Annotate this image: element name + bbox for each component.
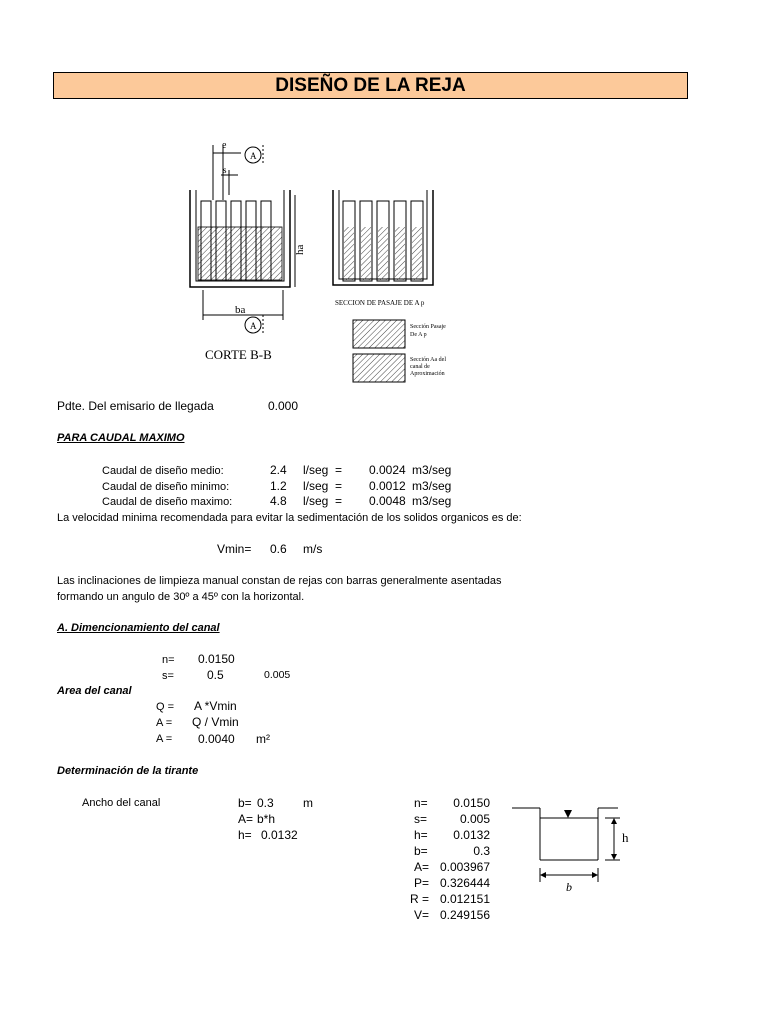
caudal-maximo-heading: PARA CAUDAL MAXIMO (57, 432, 185, 444)
result-label: R = (410, 892, 430, 906)
result-label: b= (414, 844, 428, 858)
n-label: n= (162, 654, 175, 666)
a1-label: A = (156, 717, 173, 729)
svg-text:ba: ba (235, 304, 246, 316)
q-expr: A *Vmin (194, 699, 237, 713)
q-label: Q = (156, 701, 175, 713)
svg-text:Aproximación: Aproximación (410, 371, 445, 377)
result-value: 0.003967 (439, 860, 490, 874)
caudal-label: Caudal de diseño medio: (102, 465, 224, 477)
svg-text:Sección Aa del: Sección Aa del (410, 357, 446, 363)
caudal-unit: l/seg (303, 494, 329, 508)
ancho-label: Ancho del canal (82, 797, 161, 809)
tirante-heading: Determinación de la tirante (57, 765, 199, 777)
h-label: h= (238, 828, 252, 842)
svg-text:A: A (250, 151, 257, 161)
svg-text:canal de: canal de (410, 364, 430, 370)
inclinaciones-line2: formando un angulo de 30º a 45º con la horizontal. (57, 591, 305, 603)
channel-right (333, 190, 446, 382)
result-label: V= (414, 908, 430, 922)
svg-text:e: e (222, 140, 227, 151)
svg-text:b: b (566, 880, 572, 894)
s-label: s= (162, 670, 174, 682)
caudal-value: 2.4 (270, 463, 287, 477)
n-value: 0.0150 (198, 652, 235, 666)
result-value: 0.249156 (439, 908, 490, 922)
dimensionamiento-heading: A. Dimencionamiento del canal (57, 622, 220, 634)
abh-expr: b*h (257, 812, 276, 826)
svg-text:A: A (250, 321, 257, 331)
b-unit: m (303, 796, 313, 810)
result-value: 0.0132 (453, 828, 490, 842)
caudal-value2: 0.0048 (369, 494, 406, 508)
caudal-unit: l/seg (303, 479, 329, 493)
svg-text:ha: ha (294, 244, 306, 255)
caudal-unit2: m3/seg (412, 494, 452, 508)
velocidad-note: La velocidad minima recomendada para evitar la sedimentación de los solidos organicos es de: (57, 512, 522, 524)
grate-diagram (163, 135, 463, 385)
pendiente-label: Pdte. Del emisario de llegada (57, 399, 214, 413)
area-heading: Area del canal (57, 685, 132, 697)
b-value: 0.3 (257, 796, 274, 810)
channel-left (190, 140, 306, 362)
abh-label: A= (238, 812, 254, 826)
s-value: 0.5 (207, 668, 224, 682)
svg-text:SECCION DE PASAJE DE A p: SECCION DE PASAJE DE A p (335, 299, 425, 307)
result-label: n= (414, 796, 428, 810)
water-level-icon (564, 810, 572, 818)
svg-text:s: s (223, 165, 227, 175)
caudal-value2: 0.0012 (369, 479, 406, 493)
caudal-unit2: m3/seg (412, 479, 452, 493)
svg-text:CORTE B-B: CORTE B-B (205, 347, 272, 362)
caudal-eq: = (335, 479, 343, 493)
result-value: 0.012151 (439, 892, 490, 906)
vmin-label: Vmin= (217, 542, 252, 556)
result-value: 0.3 (473, 844, 490, 858)
s-extra: 0.005 (264, 669, 291, 681)
caudal-label: Caudal de diseño maximo: (102, 496, 233, 508)
a2-unit: m² (256, 732, 270, 746)
caudal-eq: = (335, 463, 343, 477)
pendiente-value: 0.000 (268, 399, 299, 413)
result-label: A= (414, 860, 430, 874)
page-title: DISEÑO DE LA REJA (275, 75, 466, 96)
a1-expr: Q / Vmin (192, 715, 239, 729)
b-label: b= (238, 796, 252, 810)
inclinaciones-line1: Las inclinaciones de limpieza manual constan de rejas con barras generalmente asentadas (57, 575, 502, 587)
result-value: 0.005 (459, 812, 490, 826)
caudal-value: 4.8 (270, 494, 287, 508)
channel-section-figure (510, 800, 640, 895)
caudal-value2: 0.0024 (369, 463, 406, 477)
title-bar (53, 72, 688, 99)
result-value: 0.0150 (453, 796, 490, 810)
caudal-value: 1.2 (270, 479, 287, 493)
caudal-unit: l/seg (303, 463, 329, 477)
h-value: 0.0132 (261, 828, 298, 842)
vmin-unit: m/s (303, 542, 323, 556)
result-label: s= (414, 812, 428, 826)
svg-text:De A p: De A p (410, 332, 427, 338)
result-label: h= (414, 828, 428, 842)
svg-text:h: h (622, 830, 629, 845)
a2-value: 0.0040 (198, 732, 235, 746)
svg-text:Sección Pasaje: Sección Pasaje (410, 324, 446, 330)
result-value: 0.326444 (439, 876, 490, 890)
caudal-eq: = (335, 494, 343, 508)
a2-label: A = (156, 733, 173, 745)
caudal-unit2: m3/seg (412, 463, 452, 477)
caudal-label: Caudal de diseño minimo: (102, 481, 230, 493)
vmin-value: 0.6 (270, 542, 287, 556)
result-label: P= (414, 876, 430, 890)
